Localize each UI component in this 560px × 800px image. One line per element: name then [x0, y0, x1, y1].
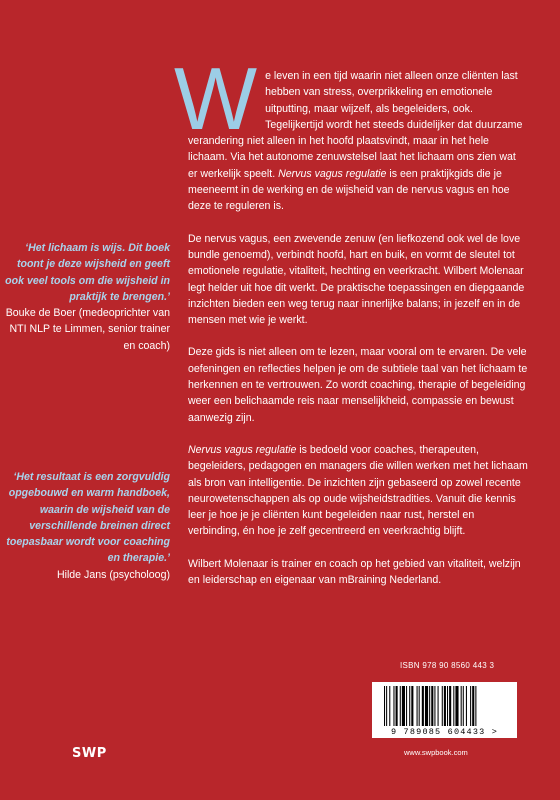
book-title-italic: Nervus vagus regulatie	[278, 167, 387, 180]
paragraph-3: Deze gids is niet alleen om te lezen, maar vooral om te ervaren. De vele oefeningen en reflecties helpen je om de subtiele taal van het lichaam te herkennen en te vertrouwen. Zo wordt coaching, therapie of begeleiding weer een belichaamde reis naar menselijkheid, compassie en bewust aanwezig zijn.	[188, 346, 528, 424]
barcode	[372, 682, 517, 738]
publisher-url: www.swpbook.com	[404, 748, 468, 757]
intro-text-1: e leven in een tijd waarin niet alleen onze cliënten last hebben van stress, overprikkeling en emotionele uitputting, maar wijzelf, als begeleiders, ook. Tegelijkertijd wordt het steeds duidelijker dat duurzame verandering niet alleen in het hoofd plaatsvindt, maar in het hele lichaam. Via het autonome zenuwstelsel laat het lichaam ons zien wat er werkelijk speelt.	[188, 70, 523, 180]
endorsement-2-author: Hilde Jans (psycholoog)	[56, 568, 170, 581]
intro-text-2: is een praktijkgids die je meeneemt in de werking en de wijsheid van de nervus vagus en hoe deze te reguleren is.	[188, 167, 510, 213]
endorsement-1	[5, 240, 170, 354]
paragraph-4	[188, 442, 528, 540]
paragraph-4-text: is bedoeld voor coaches, therapeuten, begeleiders, pedagogen en managers die willen werken met het lichaam als bron van intelligentie. De inzichten zijn gebaseerd op zowel recente neurowetenschappen als op oude wijsheidstradities. Vanuit die kennis leer je hoe je je cliënten kunt begeleiden naar rust, herstel en verbinding, én hoe je zelf gecentreerd en veerkrachtig blijft.	[188, 443, 528, 538]
drop-cap: W	[174, 49, 258, 148]
paragraph-2: De nervus vagus, een zwevende zenuw (en liefkozend ook wel de love bundle genoemd), verbindt hoofd, hart en buik, en vormt de sleutel tot emotionele regulatie, vitaliteit, hechting en veerkracht. Wilbert Molenaar legt helder uit hoe dit werkt. De praktische toepassingen en diepgaande inzichten bieden een weg terug naar innerlijke balans; in jezelf en in de mensen met wie je werkt.	[188, 232, 525, 327]
barcode-bars	[372, 682, 517, 726]
publisher-logo: SWP	[72, 746, 107, 761]
book-title-italic-2: Nervus vagus regulatie	[188, 443, 297, 456]
barcode-number: 9 789085 604433 >	[390, 727, 499, 737]
endorsement-2-text: ‘Het resultaat is een zorgvuldig opgebouwd en warm handboek, waarin de wijsheid van de verschillende breinen direct toepasbaar wordt voor coaching en therapie.’	[6, 471, 170, 565]
isbn-label: ISBN 978 90 8560 443 3	[400, 661, 495, 670]
intro-paragraph	[174, 49, 528, 215]
blurb	[174, 49, 528, 604]
endorsement-1-text: ‘Het lichaam is wijs. Dit boek toont je deze wijsheid en geeft ook veel tools om die wijsheid in praktijk te brengen.’	[5, 242, 170, 303]
author-bio: Wilbert Molenaar is trainer en coach op het gebied van vitaliteit, welzijn en leiderschap en eigenaar van mBraining Nederland.	[188, 557, 521, 587]
endorsement-1-author: Bouke de Boer (medeoprichter van NTI NLP te Limmen, senior trainer en coach)	[5, 307, 170, 352]
endorsement-2	[5, 469, 170, 583]
